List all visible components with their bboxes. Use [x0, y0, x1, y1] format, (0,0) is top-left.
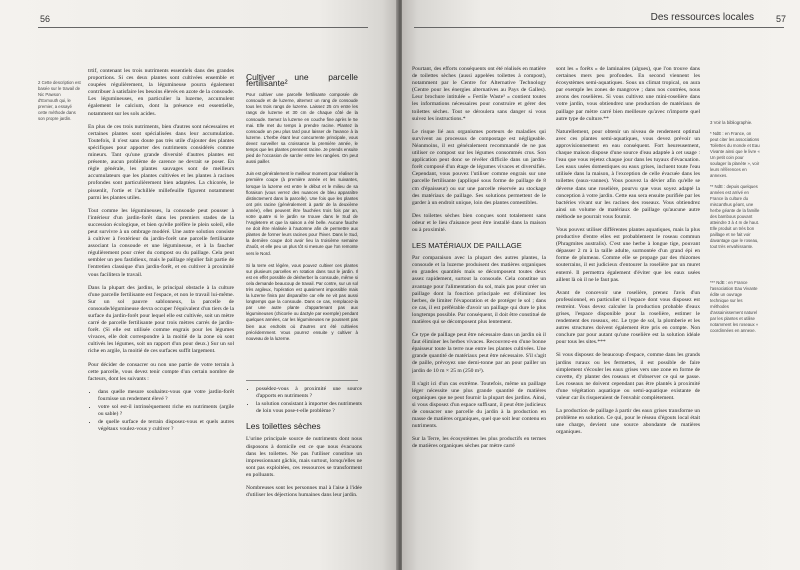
supply-list — [246, 386, 362, 415]
left-second-column — [246, 386, 362, 562]
header-rule-right — [414, 27, 784, 28]
right-para-1: Pourtant, des efforts conséquents ont été réalisés en matière de toilettes sèches (aussi appelées toilettes à compost), notamment par le Centre for Alternative Technology (Centre pour les énergies alternatives au Pays de Galles). Leur brochure intitulée « Fertile Waste³ » contient toutes les informations nécessaires pour construire et gérer des toilettes sèches. Tout se déroulera sans danger si vous suivez les instructions.* — [412, 66, 546, 122]
margin-note-2: 2 Cette description est basée sur le travail de Nic Pawson d'Exmouth qui, le premier, a essayé cette méthode dans son propre jardin. — [38, 80, 81, 121]
right-para-7: Sur la Terre, les écosystèmes les plus productifs en termes de matières organiques sèches par mètre carré — [412, 436, 546, 450]
left-para-4: Dans la plupart des jardins, le principal obstacle à la culture d'une parcelle fertilisante est l'espace, et non le travail lui-même. Sur un sol pauvre sablonneux, la parcelle de consoude/légumineuse devra occuper l'équivalent d'un tiers de la surface du jardin-forêt pour lequel elle est cultivée, soit un mètre carré de parcelle fertilisante pour trois mètres carrés de jardin-forêt. (Si elle est utilisée comme engrais pour les légumes vivaces, elle doit correspondre à la moitié de la zone où sont cultivés les légumes, soit un rapport d'un pour deux.) Sur un sol riche en argile, la moitié de ces surfaces suffit largement. — [88, 284, 234, 355]
list-item: • de quelle surface de terrain disposez-vous et quels autres végétaux voulez-vous y cultiver ? — [98, 419, 234, 433]
factor-list — [88, 389, 234, 434]
right-column-1 — [412, 66, 546, 562]
fertile-plot-box — [246, 74, 358, 374]
left-para-1: trtif, contenant les trois nutriments essentiels dans des grandes proportions. Si ces deux plantes sont cultivées ensemble et coupées régulièrement, la légumineuse pourra également contribuer à satisfaire les besoins élevés en azote de la consoude. Les légumineuses, en particulier la luzerne, accumulent également le calcium, dont la présence est essentielle, notamment sur les sols acides. — [88, 68, 234, 117]
left-para-2: En plus de ces trois nutriments, bien d'autres sont nécessaires et certaines plantes sont spécialisées dans leur accumulation. Toutefois, il n'est sans doute pas très utile d'ajouter des plantes spécifiques pour apporter des nutriments considérés comme mineurs. Tant qu'une grande diversité d'autres plantes est présente, aucun problème de carence ne devrait se poser. En règle générale, les plantes sauvages sont de meilleurs accumulateurs que les plantes cultivées et les plantes à racines profondes sont particulièrement bien adaptées. La chicorée, le pissenlit, l'ortie et l'achillée millefeuille figurent notamment parmi les plantes utiles. — [88, 123, 234, 201]
right-para-6: Il s'agit ici d'un cas extrême. Toutefois, même un paillage léger nécessite une plus grande quantité de matières organiques que ne peut fournir la plupart des jardins. Ainsi, si vous disposez d'un espace suffisant, il peut être judicieux de consacrer une parcelle du jardin à la production en masse de matières organiques, quel que soit leur contenu en nutriments. — [412, 380, 546, 430]
left-para-3: Tout comme les légumineuses, la consoude peut pousser à l'intérieur d'un jardin-forêt dans les premiers stades de la succession écologique, et bien qu'elle préfère le plein soleil, elle peut survivre à un ombrage modéré. Une autre solution consiste à cultiver à l'extérieur du jardin-forêt une parcelle fertilisante associant la consoude et une légumineuse, et à la faucher régulièrement pour créer du compost ou du paillage. Cela peut sembler un peu fastidieux, mais le paillage régulier fait partie de l'entretien classique d'un jardin-forêt, et en cultiver à proximité vous facilitera le travail. — [88, 207, 234, 278]
header-rule-left — [38, 27, 368, 28]
section-title-toilets: Les toilettes sèches — [246, 421, 321, 432]
right-para-3: Des toilettes sèches bien conçues sont totalement sans odeur et le lieu d'aisance peut être installé dans la maison ou à proximité. — [412, 212, 546, 233]
right-para-8: sont les « forêts » de laminaires (algues), que l'on trouve dans certaines mers peu profondes. En second viennent les écosystèmes semi-aquatiques. Sous un climat tropical, on aura par exemple les zones de mangrove ; dans nos contrées, nous avons des roselières. Si vous cultivez une mini-roselière dans votre jardin, vous obtiendrez une production de matériaux de paillage par mètre carré bien meilleure qu'avec n'importe quel autre type de culture.** — [556, 66, 700, 122]
right-para-11: Avant de concevoir une roselière, prenez l'avis d'un professionnel, en particulier si l'espace dont vous disposez est restreint. Vous devez calculer la production probable d'eaux grises, l'espace disponible pour la roselière, estimer le rendement des roseaux, etc. Le type de sol, la plomberie et les autres structures doivent également être pris en compte. Non conclure par pour autant qu'une roselière est la solution idéale pour tous les sites.*** — [556, 289, 700, 346]
toilets-para-1: L'urine principale source de nutriments dont nous disposons à domicile est ce que nous évacuons dans les toilettes. Ne pas l'utiliser constitue un impressionnant gâchis, mais surtout, lorsqu'elles ne sont pas exploitées, ces ressources se transforment en polluants. — [246, 436, 362, 478]
left-para-5: Pour décider de consacrer ou non une partie de votre terrain à cette parcelle, vous devez tenir compte d'un certain nombre de facteurs, dont les suivants : — [88, 361, 234, 382]
page-number-left: 56 — [40, 14, 51, 24]
box-para-2: Juin est généralement le meilleur moment pour réaliser la première coupe (à première année et les suivantes, lorsque la luzerne est entre le début et le milieu de sa floraison (vous verrez des nuances de bleu apparaître distinctement dans la parcelle). Une fois que les plantes ont pris racine (généralement à partir de la deuxième année), elles peuvent être fauchées trois fois par an, votre quatre si le jardin se trouve dans le Sud de l'Angleterre et que la saison a été belle. Aucune fauche ne doit être réalisée à l'automne afin de permettre aux plantes de former leurs racines pour l'hiver. Dans le Sud, la dernière coupe doit avoir lieu la troisième semaine d'août, et elle peu un plus tôt si mesure que l'on remonte vers le Nord. — [246, 171, 358, 256]
right-column-2 — [556, 66, 700, 562]
right-para-12: Si vous disposez de beaucoup d'espace, comme dans les grands jardins ruraux ou les fermettes, il est possible de faire simplement s'écouler les eaux grises vers une zone en forme de cuvette, d'y planter des roseaux et d'observer ce qui se passe. Les roseaux ne doivent cependant pas être plantés à proximité d'une végétation aquatique ou semi-aquatique existante de valeur car ils risqueraient de l'envahir complètement. — [556, 352, 700, 402]
right-para-2: Le risque lié aux organismes porteurs de maladies qui survivent au processus de compostage est négligeable. Néanmoins, il est généralement recommandé de ne pas utiliser ce compost sur les légumes consommés crus. Son application peut donc se révéler difficile dans un jardin-forêt composé d'un étage de légumes vivaces et diversifiés. Cependant, vous pouvez l'utiliser comme engrais sur une parcelle fertilisante (appliqué sous forme de paillage de 8 cm d'épaisseur) ou sur une parcelle réservée au stockage des matériaux de paillage. Ses solutions permettent de le garder à un endroit unique, loin des plantes comestibles. — [412, 128, 546, 206]
right-para-4: Par comparaison avec la plupart des autres plantes, la consoude et la luzerne produisent des matières organiques en grandes quantités mais se décomposent toutes deux assez rapidement, surtout la consoude. Cela constitue un avantage pour l'alimentation du sol, mais pas pour créer un paillage dont la fonction principale est d'éliminer les herbes, de limiter l'évaporation et de protéger le sol ; dans ce cas, il est préférable d'avoir un paillage qui dure le plus longtemps possible. Par conséquent, il doit être constitué de matières qui se décomposent plus lentement. — [412, 255, 546, 325]
list-item: • dans quelle mesure souhaitez-vous que votre jardin-forêt fournisse un rendement élevé ? — [98, 389, 234, 403]
right-para-5: Ce type de paillage peut être nécessaire dans un jardin où il faut éliminer les herbes vivaces. Recouvrez-en d'une bonne épaisseur toute la terre nue entre les plantes cultivées. Une grande quantité de matériaux peut être nécessaire. S'il s'agit de paille, prévoyez une demi-tonne par an pour pailler un jardin de 10 m × 25 m (250 m²). — [412, 332, 546, 374]
box-title: Cultiver une parcelle fertilisante² — [246, 74, 358, 89]
page-number-right: 57 — [775, 14, 786, 24]
box-para-3: Si la terre est légère, vous pouvez cultiver ces plantes sur plusieurs parcelles en rotation dans tout le jardin. Il est en effet possible de désherber la consoude, même si cela demande beaucoup de travail. Par contre, sur un sol très argileux, l'opération est quasiment impossible mais la luzerne finira par disparaître car elle ne vit pas aussi longtemps que la consoude. Dans ce cas, remplacez-la par une autre plante d'appartenant pas aux légumineuses (chicorée ou dactyle par exemple) pendant quelques années, car les légumineuses ne poussent pas bien aux endroits où d'autres ont été cultivées précédemment. Vous pourrez ensuite y cultiver à nouveau de la luzerne. — [246, 262, 358, 341]
list-item: • la solution consistant à importer des nutriments de loin vous pose-t-elle problème ? — [256, 401, 362, 415]
list-item: • possédez-vous à proximité une source d'apports en nutriments ? — [256, 386, 362, 400]
right-page — [402, 0, 800, 570]
margin-note-ndE-2: ** NdE : depuis quelques années est arrivé en France la culture du miscanthus géant, une herbe géante de la famille des bambous pouvant atteindre 3 à 4 m de haut. Elle produit un très bon paillage et ne fait voir davantage que le roseau, tout très envahissante. — [710, 184, 760, 249]
toilets-para-2: Nombreuses sont les personnes mal à l'aise à l'idée d'utiliser les déjections humaines dans leur jardin. — [246, 485, 362, 499]
section-title-mulch: LES MATÉRIAUX DE PAILLAGE — [412, 241, 522, 251]
right-para-13: La production de paillage à partir des eaux grises transforme un problème en solution. Ce qui, pour le réseau d'égouts local était une charge, devient une source abondante de matières organiques. — [556, 408, 700, 436]
right-para-10: Vous pouvez utiliser différentes plantes aquatiques, mais la plus productive d'entre elles est probablement le roseau commun (Phragmites australis). C'est une herbe à longue tige, pouvant dépasser 2 m à la taille adulte, surmontée d'un grand épi en forme de plumeau. Comme elle se propage par des rhizomes souterrains, il est judicieux d'entourer la roselière par un muret enterré. Il permettra également d'éviter que les eaux usées aillent là où il ne le faut pas. — [556, 226, 700, 283]
right-para-9: Naturellement, pour obtenir un niveau de rendement optimal avec ces plantes semi-aquatiques, vous devez prévoir un approvisionnement en eau conséquent. Fort heureusement, chaque maison dispose d'une source d'eau adaptée à cet usage : l'eau que vous rejetez chaque jour dans les tuyaux d'évacuation. Les eaux usées domestiques ou eaux grises, incluent toute l'eau utilisée dans la maison, à l'exception de celle évacuée dans les toilettes (eaux-vannes). Vous pouvez la dévier afin qu'elle se déverse dans une roselière, pourvu que vous soyez adapté la conception à votre jardin. Cette eau sera ensuite purifiée par les bactéries vivant sur les racines des roseaux. Vous obtiendrez ainsi un volume de matériaux de paillage qu'aucune autre méthode ne pourrait vous fournir. — [556, 128, 700, 220]
running-title: Des ressources locales — [650, 12, 754, 23]
right-margin-notes — [710, 120, 760, 339]
left-page — [0, 0, 398, 570]
margin-note-ndE-1: * NdE : en France, on peut citer les associations Toilettes du monde et Eau Vivante ainsi que le livre « Un petit coin pour soulager la planète », voir leurs références en annexes. — [710, 131, 760, 178]
left-main-column — [88, 68, 234, 558]
list-item: • votre sol est-il intrinsèquement riche en nutriments (argile ou sable) ? — [98, 404, 234, 418]
box-para-1: Pour cultiver une parcelle fertilisante composée de consoude et de luzerne, alternez un rang de consoude tous les trois rangs de luzerne. Laissez 25 cm entre les rangs de luzerne et 30 cm de chaque côté de la consoude. Semez la luzerne en couche fine après le 5e mai. Elle met du temps à prendre racine. Plantez la consoude un peu plus tard pour laisser de l'avance à la luzerne. L'herbe étant leur concurrente principale, vous devez surveiller sa croissance la première année, le temps que les plantes prennent racine. Je prends ensuite pied de l'occasion de sarcler entre les rangées. On peut aussi pailler. — [246, 92, 358, 165]
box-end-rule — [246, 380, 358, 381]
margin-note-ndE-3: *** NdE : en France l'association Eau Vivante édite un ouvrage technique sur les méthodes d'assainissement naturel par les plantes et utilise notamment les roseaux « coordinnées en annexe. — [710, 280, 759, 333]
margin-note-3: 3 Voir la bibliographie. — [710, 120, 753, 125]
